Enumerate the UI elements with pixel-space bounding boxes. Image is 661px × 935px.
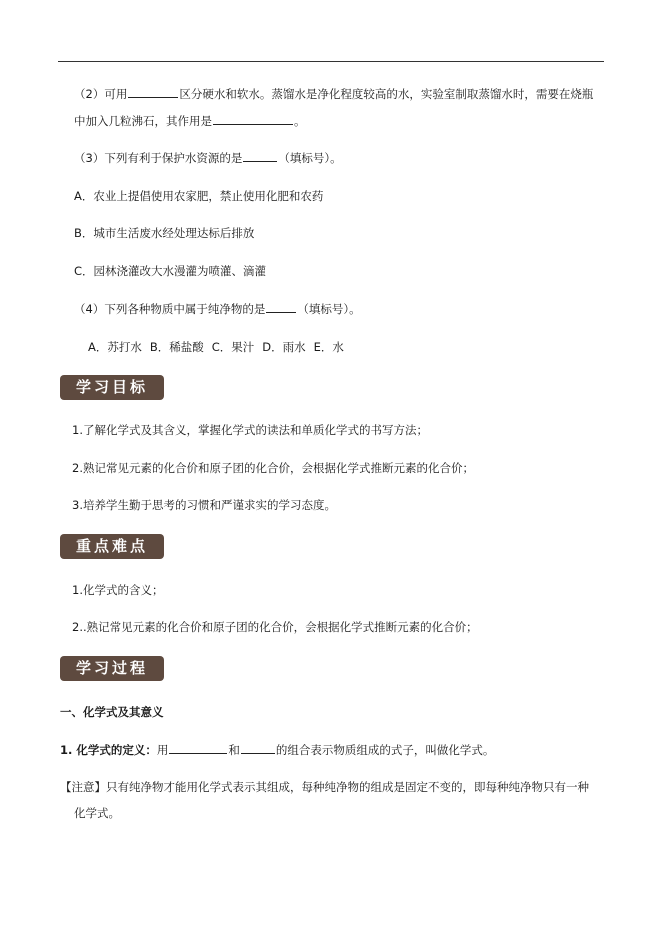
answer-blank[interactable]: [128, 86, 178, 98]
definition-line: [60, 742, 494, 758]
definition-text-3: 的组合表示物质组成的式子，叫做化学式。: [275, 743, 495, 757]
goal-item-3: 3.培养学生勤于思考的习惯和严谨求实的学习态度。: [72, 498, 336, 512]
q2-middle: 区分硬水和软水。蒸馏水是净化程度较高的水，实验室制取蒸馏水时，需要在烧瓶: [179, 87, 594, 101]
q4-option-d: D．雨水: [262, 340, 306, 354]
section-badge-process: 学习过程: [60, 656, 164, 681]
process-heading: 一、化学式及其意义: [60, 705, 164, 719]
q3-prefix: （3）下列有利于保护水资源的是: [74, 151, 243, 165]
q4-option-c: C．果汁: [211, 340, 255, 354]
question-4: [74, 301, 361, 317]
q3-option-a: A．农业上提倡使用农家肥，禁止使用化肥和农药: [74, 189, 324, 203]
q2-line2-prefix: 中加入几粒沸石，其作用是: [74, 114, 212, 128]
note-line-1: 【注意】只有纯净物才能用化学式表示其组成，每种纯净物的组成是固定不变的，即每种纯净物只有一种: [60, 780, 589, 794]
definition-text-1: 用: [156, 743, 169, 757]
section-badge-goals: 学习目标: [60, 375, 164, 400]
q3-option-c: C．园林浇灌改大水漫灌为喷灌、滴灌: [74, 264, 267, 278]
header-rule: [58, 61, 604, 62]
question-3: [74, 150, 342, 166]
q3-option-b: B．城市生活废水经处理达标后排放: [74, 226, 255, 240]
q4-option-b: B．稀盐酸: [149, 340, 204, 354]
q4-option-a: A．苏打水: [88, 340, 142, 354]
answer-blank[interactable]: [213, 113, 293, 125]
answer-blank[interactable]: [169, 742, 227, 754]
q4-prefix: （4）下列各种物质中属于纯净物的是: [74, 302, 266, 316]
question-2-line-1: [74, 86, 593, 102]
note-line-2: 化学式。: [74, 806, 120, 820]
q4-options: [88, 339, 352, 355]
q4-suffix: （填标号）。: [297, 302, 361, 316]
goal-item-1: 1.了解化学式及其含义，掌握化学式的读法和单质化学式的书写方法；: [72, 423, 428, 437]
key-point-item-1: 1.化学式的含义；: [72, 583, 164, 597]
answer-blank[interactable]: [241, 742, 275, 754]
q4-option-e: E．水: [313, 340, 344, 354]
answer-blank[interactable]: [243, 150, 277, 162]
question-2-line-2: [74, 113, 306, 129]
q2-line2-suffix: 。: [294, 114, 306, 128]
q3-suffix: （填标号）。: [278, 151, 342, 165]
key-point-item-2: 2..熟记常见元素的化合价和原子团的化合价，会根据化学式推断元素的化合价；: [72, 620, 478, 634]
section-badge-key-points: 重点难点: [60, 534, 164, 559]
definition-label: 1. 化学式的定义：: [60, 743, 157, 757]
q2-prefix: （2）可用: [74, 87, 128, 101]
goal-item-2: 2.熟记常见元素的化合价和原子团的化合价，会根据化学式推断元素的化合价；: [72, 461, 474, 475]
answer-blank[interactable]: [266, 301, 296, 313]
definition-text-2: 和: [228, 743, 240, 757]
